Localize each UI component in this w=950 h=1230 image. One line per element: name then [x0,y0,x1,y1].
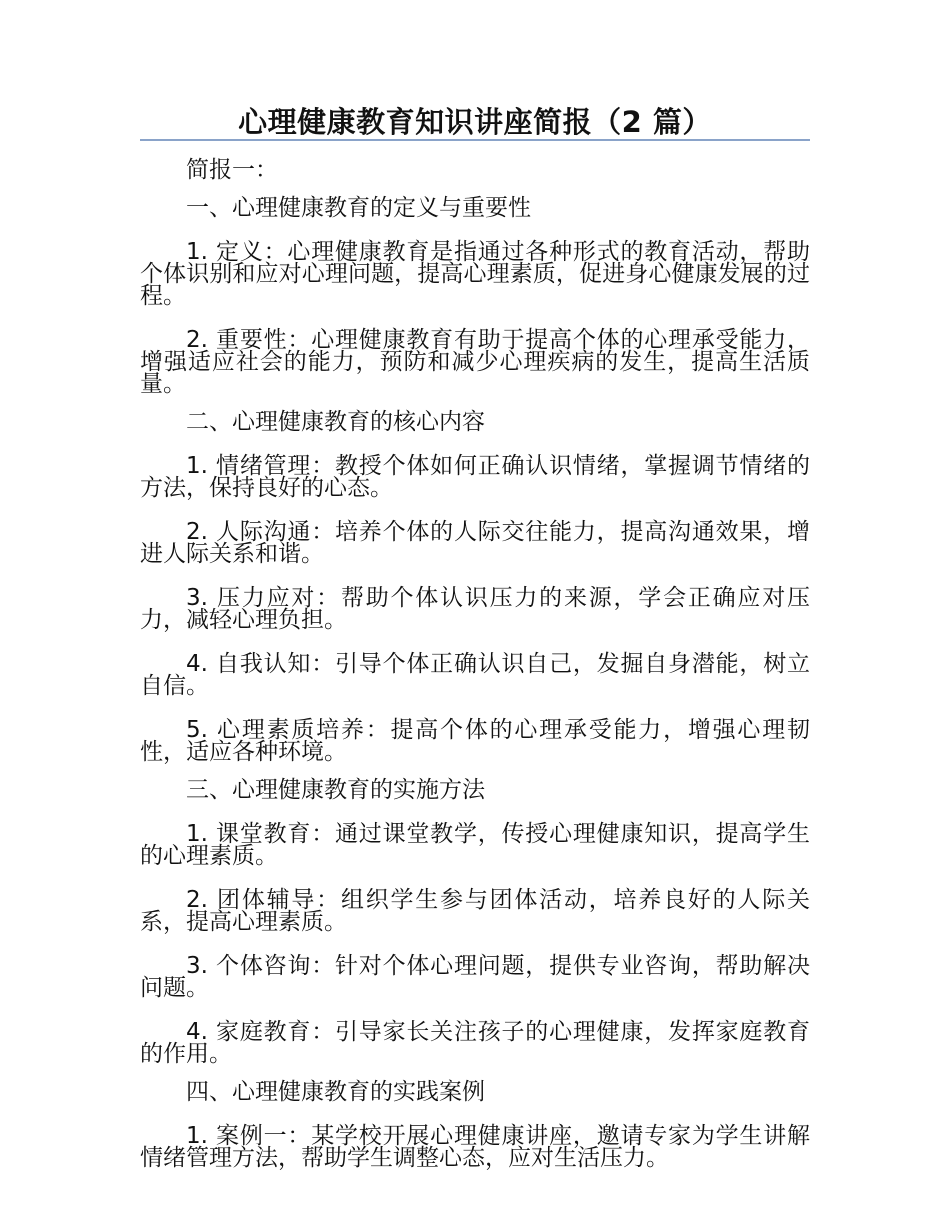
document-body [140,155,810,1176]
list-item: 3. 个体咨询：针对个体心理问题，提供专业咨询，帮助解决问题。 [140,953,810,1001]
document-title: 心理健康教育知识讲座简报（2 篇） [238,105,712,139]
title-underline [140,139,810,141]
list-item: 1. 案例一：某学校开展心理健康讲座，邀请专家为学生讲解情绪管理方法，帮助学生调整心态，应对生活压力。 [140,1123,810,1171]
list-item: 2. 重要性：心理健康教育有助于提高个体的心理承受能力，增强适应社会的能力，预防和减少心理疾病的发生，提高生活质量。 [140,327,810,397]
list-item: 1. 课堂教育：通过课堂教学，传授心理健康知识，提高学生的心理素质。 [140,821,810,869]
section-heading: 三、心理健康教育的实施方法 [186,777,485,803]
list-item: 4. 自我认知：引导个体正确认识自己，发掘自身潜能，树立自信。 [140,651,810,699]
list-item: 2. 人际沟通：培养个体的人际交往能力，提高沟通效果，增进人际关系和谐。 [140,519,810,567]
list-item: 5. 心理素质培养：提高个体的心理承受能力，增强心理韧性，适应各种环境。 [140,717,810,765]
list-item: 3. 压力应对：帮助个体认识压力的来源，学会正确应对压力，减轻心理负担。 [140,585,810,633]
section-heading: 一、心理健康教育的定义与重要性 [186,195,531,221]
section-heading: 二、心理健康教育的核心内容 [186,409,485,435]
list-item: 1. 定义：心理健康教育是指通过各种形式的教育活动，帮助个体识别和应对心理问题，提高心理素质，促进身心健康发展的过程。 [140,239,810,309]
list-item: 1. 情绪管理：教授个体如何正确认识情绪，掌握调节情绪的方法，保持良好的心态。 [140,453,810,501]
list-item: 4. 家庭教育：引导家长关注孩子的心理健康，发挥家庭教育的作用。 [140,1019,810,1067]
report-label: 简报一： [186,157,278,183]
section-heading: 四、心理健康教育的实践案例 [186,1079,485,1105]
list-item: 2. 团体辅导：组织学生参与团体活动，培养良好的人际关系，提高心理素质。 [140,887,810,935]
